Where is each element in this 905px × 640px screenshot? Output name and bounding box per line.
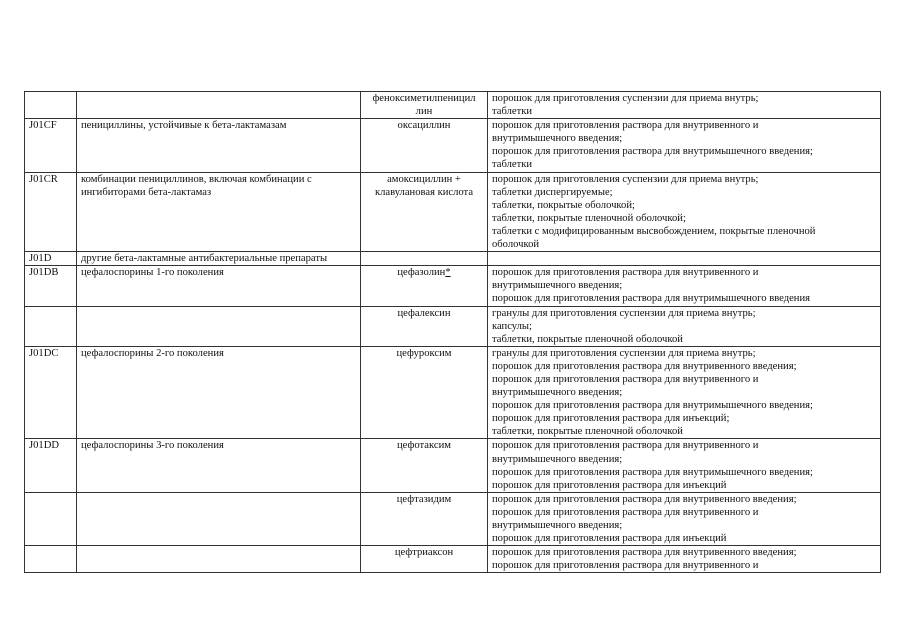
medication-table — [24, 91, 881, 573]
dosage-form-line: капсулы; — [492, 320, 532, 332]
dosage-form-line: порошок для приготовления раствора для внутривенного введения; — [492, 493, 797, 505]
dosage-form-line: порошок для приготовления раствора для внутривенного и — [492, 560, 759, 572]
dosage-form-line: порошок для приготовления раствора для инъекций — [492, 479, 727, 491]
dosage-forms — [488, 119, 881, 172]
dosage-forms — [488, 306, 881, 346]
dosage-form-line: порошок для приготовления раствора для внутримышечного введения; — [492, 146, 813, 158]
dosage-forms — [488, 492, 881, 545]
dosage-form-line: порошок для приготовления раствора для внутривенного и — [492, 120, 759, 132]
drug-name: феноксиметилпеницил лин — [361, 92, 488, 119]
pharmacological-group — [77, 546, 361, 573]
dosage-form-line: таблетки — [492, 106, 533, 118]
table-row — [25, 492, 881, 545]
dosage-form-line: таблетки, покрытые пленочной оболочкой; — [492, 212, 686, 224]
dosage-form-line: таблетки, покрытые пленочной оболочкой — [492, 333, 683, 345]
dosage-form-line: внутримышечного введения; — [492, 453, 623, 465]
drug-name: цефтриаксон — [361, 546, 488, 573]
dosage-form-line: таблетки, покрытые оболочкой; — [492, 199, 635, 211]
drug-name: амоксициллин + клавулановая кислота — [361, 172, 488, 252]
pharmacological-group: цефалоспорины 3-го поколения — [77, 439, 361, 492]
dosage-form-line: порошок для приготовления раствора для внутривенного и — [492, 440, 759, 452]
atc-code — [25, 306, 77, 346]
table-row — [25, 252, 881, 266]
dosage-forms — [488, 439, 881, 492]
pharmacological-group — [77, 306, 361, 346]
atc-code: J01D — [25, 252, 77, 266]
dosage-forms — [488, 266, 881, 306]
atc-code: J01DD — [25, 439, 77, 492]
table-row — [25, 346, 881, 439]
atc-code: J01DB — [25, 266, 77, 306]
pharmacological-group — [77, 92, 361, 119]
dosage-form-line: порошок для приготовления суспензии для приема внутрь; — [492, 173, 759, 185]
dosage-form-line: порошок для приготовления раствора для внутривенного введения; — [492, 360, 797, 372]
atc-code — [25, 546, 77, 573]
dosage-form-line: порошок для приготовления раствора для внутримышечного введения; — [492, 466, 813, 478]
table-row — [25, 546, 881, 573]
drug-name: цефазолин — [397, 267, 446, 279]
atc-code — [25, 92, 77, 119]
table-row — [25, 439, 881, 492]
dosage-form-line: порошок для приготовления раствора для внутривенного введения; — [492, 547, 797, 559]
atc-code: J01CR — [25, 172, 77, 252]
dosage-forms — [488, 172, 881, 252]
drug-name — [361, 252, 488, 266]
pharmacological-group: цефалоспорины 1-го поколения — [77, 266, 361, 306]
dosage-form-line: оболочкой — [492, 239, 540, 251]
table-row — [25, 306, 881, 346]
dosage-form-line: порошок для приготовления суспензии для приема внутрь; — [492, 93, 759, 104]
atc-code: J01CF — [25, 119, 77, 172]
pharmacological-group: другие бета-лактамные антибактериальные препараты — [77, 252, 361, 266]
table-row — [25, 119, 881, 172]
dosage-form-line: таблетки с модифицированным высвобождением, покрытые пленочной — [492, 225, 816, 237]
dosage-form-line: внутримышечного введения; — [492, 133, 623, 145]
drug-name: цефтазидим — [361, 492, 488, 545]
dosage-forms — [488, 92, 881, 119]
dosage-form-line: таблетки — [492, 159, 533, 171]
dosage-form-line: гранулы для приготовления суспензии для приема внутрь; — [492, 347, 756, 359]
dosage-form-line: таблетки диспергируемые; — [492, 186, 613, 198]
pharmacological-group — [77, 492, 361, 545]
pharmacological-group: цефалоспорины 2-го поколения — [77, 346, 361, 439]
dosage-form-line: порошок для приготовления раствора для инъекций — [492, 533, 727, 545]
drug-name: цефалексин — [361, 306, 488, 346]
table-row — [25, 92, 881, 119]
dosage-form-line: порошок для приготовления раствора для внутримышечного введения — [492, 293, 811, 305]
atc-code — [25, 492, 77, 545]
footnote-asterisk-link[interactable]: * — [445, 267, 451, 279]
dosage-forms — [488, 252, 881, 266]
atc-code: J01DC — [25, 346, 77, 439]
dosage-form-line: внутримышечного введения; — [492, 280, 623, 292]
drug-name-cell — [361, 266, 488, 306]
dosage-form-line: внутримышечного введения; — [492, 387, 623, 399]
drug-name: цефотаксим — [361, 439, 488, 492]
dosage-form-line: таблетки, покрытые пленочной оболочкой — [492, 426, 683, 438]
drug-name: оксациллин — [361, 119, 488, 172]
dosage-forms — [488, 546, 881, 573]
dosage-form-line: порошок для приготовления раствора для внутривенного и — [492, 506, 759, 518]
table-row — [25, 172, 881, 252]
dosage-form-line: порошок для приготовления раствора для инъекций; — [492, 413, 730, 425]
drug-name: цефуроксим — [361, 346, 488, 439]
table-row — [25, 266, 881, 306]
dosage-form-line: внутримышечного введения; — [492, 520, 623, 531]
dosage-form-line: порошок для приготовления раствора для внутривенного и — [492, 373, 759, 385]
pharmacological-group: комбинации пенициллинов, включая комбинации с ингибиторами бета-лактамаз — [77, 172, 361, 252]
dosage-form-line: порошок для приготовления раствора для внутривенного и — [492, 267, 759, 279]
dosage-form-line: порошок для приготовления раствора для внутримышечного введения; — [492, 400, 813, 412]
dosage-form-line: гранулы для приготовления суспензии для приема внутрь; — [492, 307, 756, 319]
dosage-forms — [488, 346, 881, 439]
pharmacological-group: пенициллины, устойчивые к бета-лактамазам — [77, 119, 361, 172]
